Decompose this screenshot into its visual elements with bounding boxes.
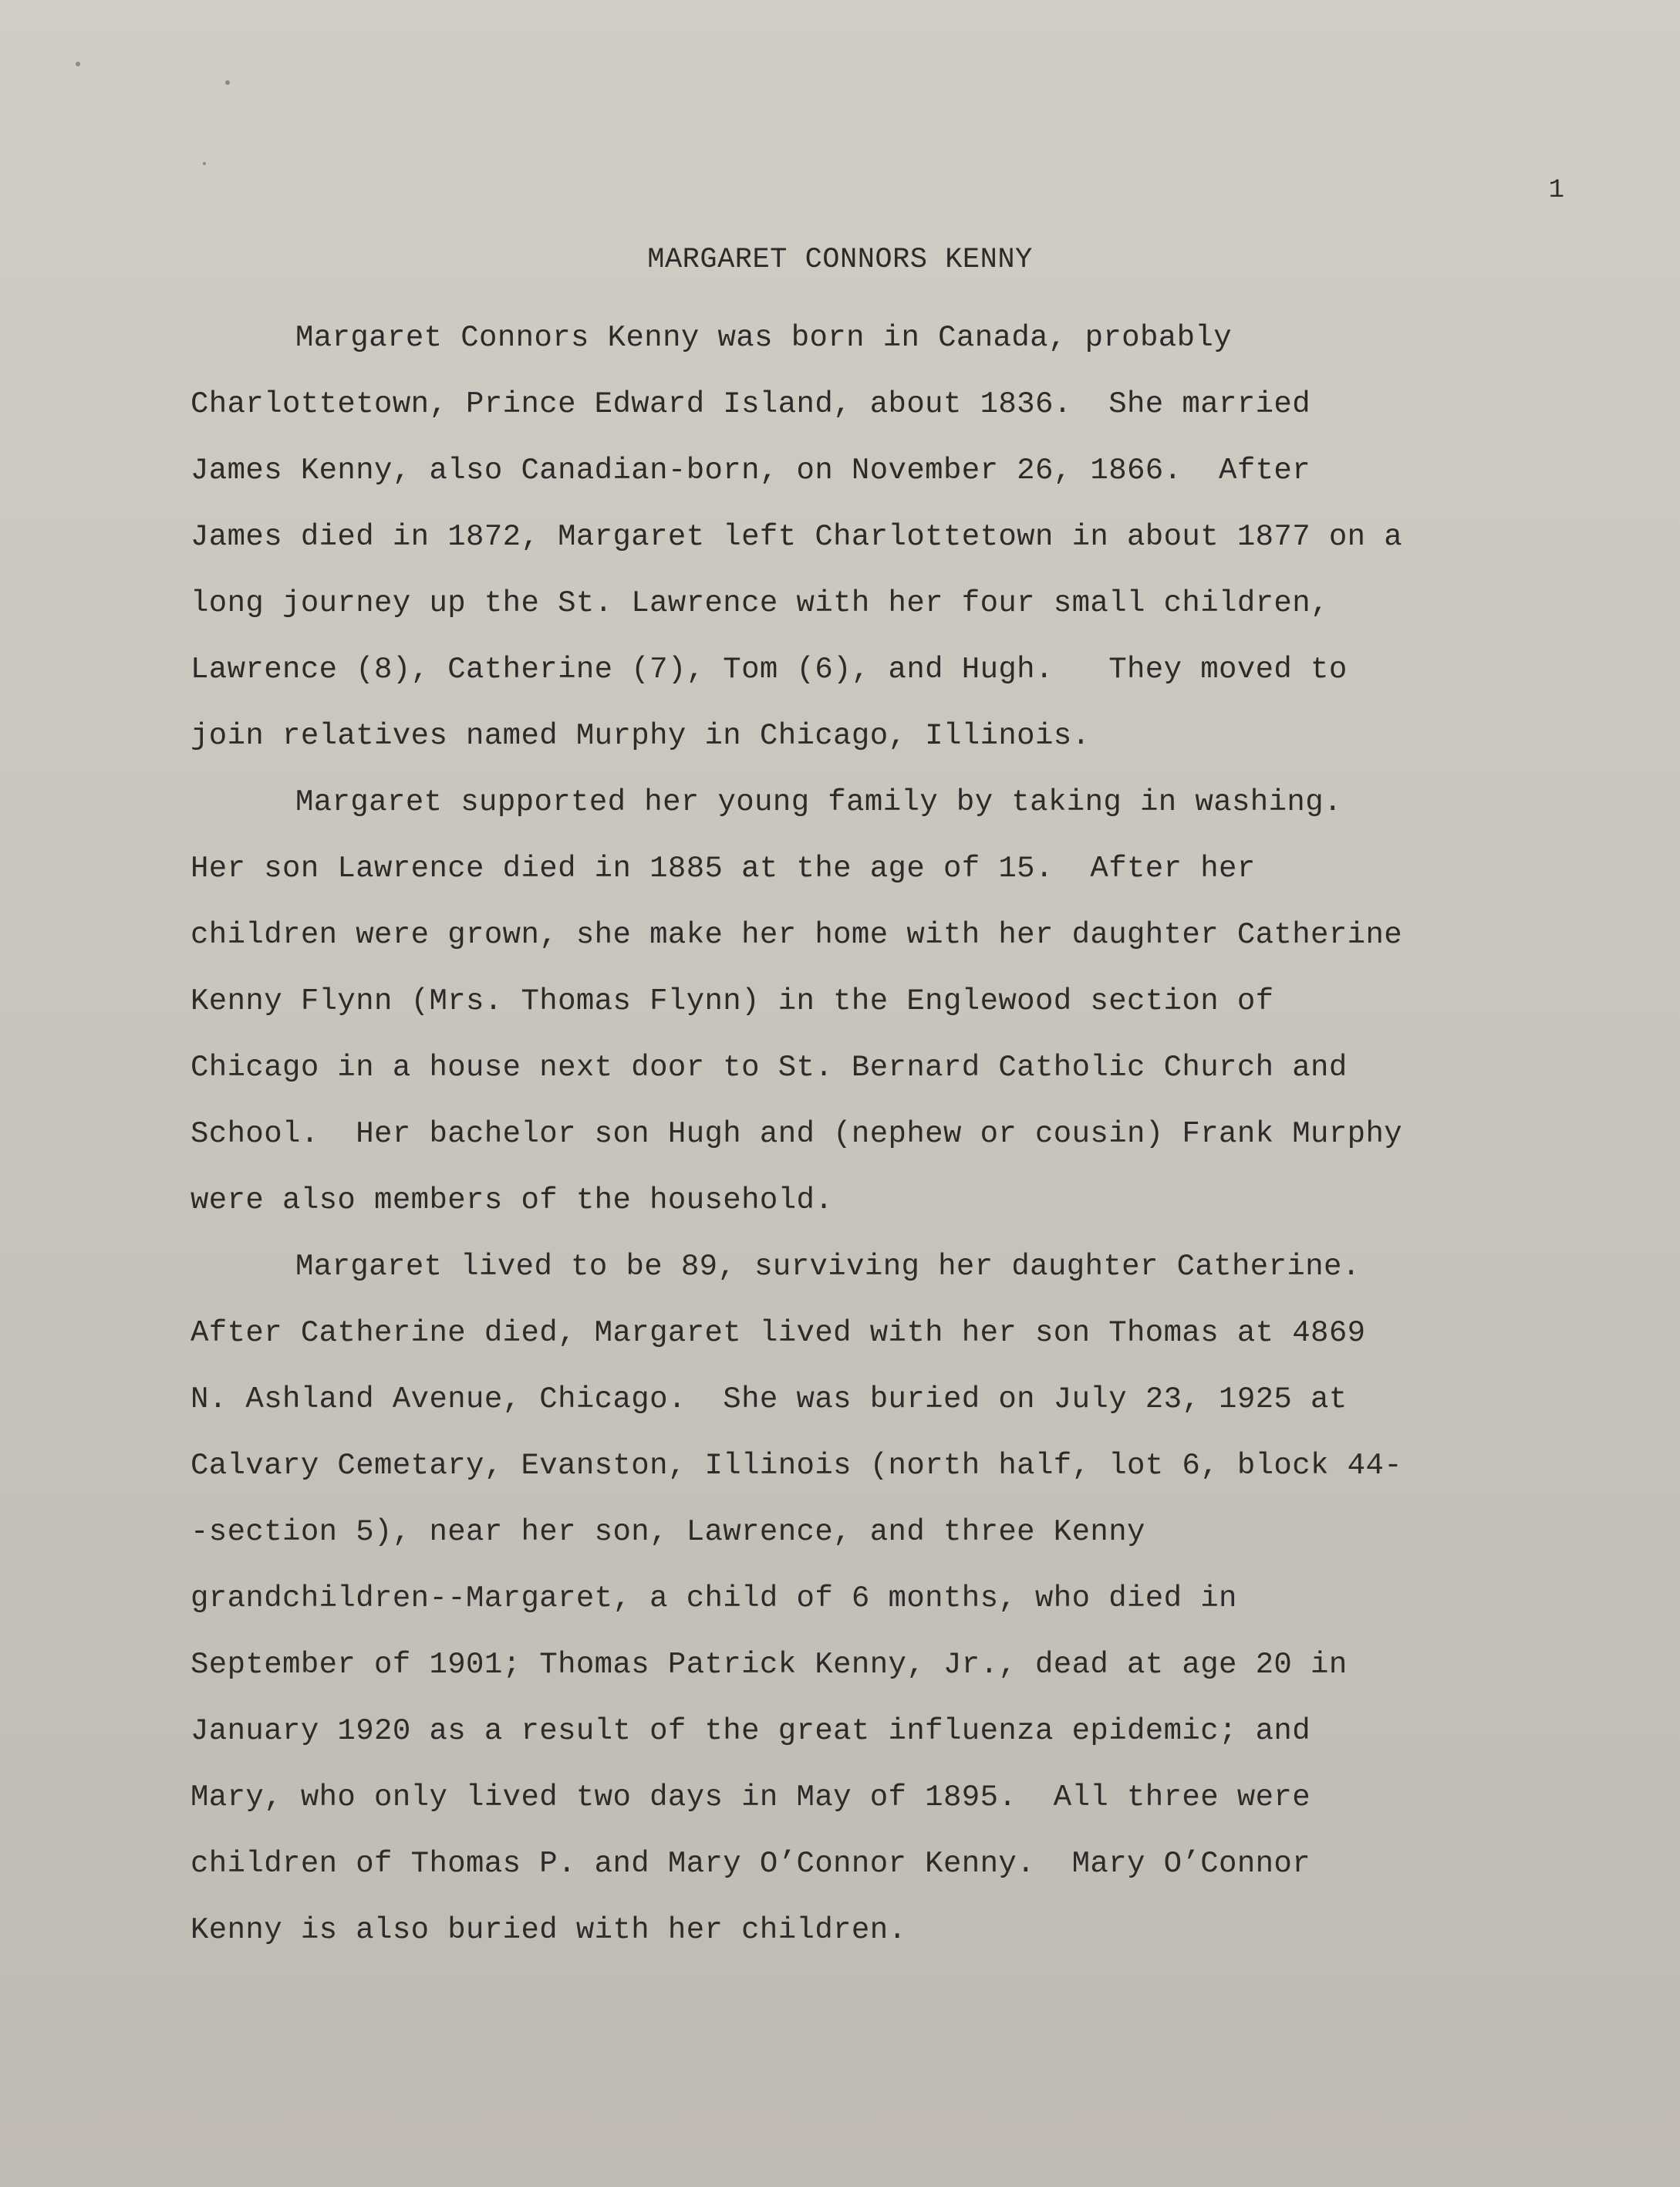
paper-speck xyxy=(203,162,206,165)
paragraph-2-line: Her son Lawrence died in 1885 at the age of 15. After her xyxy=(191,852,1256,886)
paragraph-2-line: children were grown, she make her home with her daughter Catherine xyxy=(191,918,1403,952)
paragraph-1-line: Margaret Connors Kenny was born in Canada, probably xyxy=(295,321,1232,355)
paragraph-2-line: were also members of the household. xyxy=(191,1183,834,1217)
paragraph-1-line: Charlottetown, Prince Edward Island, about 1836. She married xyxy=(191,387,1311,421)
paragraph-2-line: School. Her bachelor son Hugh and (nephew or cousin) Frank Murphy xyxy=(191,1117,1403,1151)
paragraph-3-line: N. Ashland Avenue, Chicago. She was buried on July 23, 1925 at xyxy=(191,1382,1348,1416)
paragraph-3-line: children of Thomas P. and Mary O’Connor Kenny. Mary O’Connor xyxy=(191,1847,1311,1881)
paragraph-3-line: After Catherine died, Margaret lived with her son Thomas at 4869 xyxy=(191,1316,1366,1350)
paragraph-3-line: Mary, who only lived two days in May of 1895. All three were xyxy=(191,1780,1311,1814)
paragraph-3-line: Kenny is also buried with her children. xyxy=(191,1913,907,1947)
paragraph-3-line: Calvary Cemetary, Evanston, Illinois (north half, lot 6, block 44- xyxy=(191,1449,1403,1483)
paragraph-3-line: January 1920 as a result of the great influenza epidemic; and xyxy=(191,1714,1311,1748)
paper-speck xyxy=(225,80,230,85)
paragraph-2-line: Chicago in a house next door to St. Bernard Catholic Church and xyxy=(191,1051,1348,1085)
document-title: MARGARET CONNORS KENNY xyxy=(647,244,1033,276)
paragraph-1-line: long journey up the St. Lawrence with her four small children, xyxy=(191,586,1329,620)
paper-speck xyxy=(76,62,80,66)
page-number: 1 xyxy=(1548,176,1564,205)
paragraph-1-line: join relatives named Murphy in Chicago, Illinois. xyxy=(191,719,1091,753)
paragraph-1-line: James died in 1872, Margaret left Charlottetown in about 1877 on a xyxy=(191,520,1403,554)
paragraph-3-line: September of 1901; Thomas Patrick Kenny, Jr., dead at age 20 in xyxy=(191,1648,1348,1682)
paragraph-1-line: James Kenny, also Canadian-born, on November 26, 1866. After xyxy=(191,454,1311,488)
paragraph-3-line: Margaret lived to be 89, surviving her daughter Catherine. xyxy=(295,1250,1361,1284)
document-body xyxy=(191,305,1548,1963)
paragraph-1-line: Lawrence (8), Catherine (7), Tom (6), and Hugh. They moved to xyxy=(191,653,1348,687)
paragraph-2-line: Margaret supported her young family by taking in washing. xyxy=(295,785,1342,819)
paragraph-2-line: Kenny Flynn (Mrs. Thomas Flynn) in the Englewood section of xyxy=(191,984,1274,1018)
paragraph-3-line: grandchildren--Margaret, a child of 6 months, who died in xyxy=(191,1581,1237,1615)
paragraph-3-line: -section 5), near her son, Lawrence, and three Kenny xyxy=(191,1515,1145,1549)
